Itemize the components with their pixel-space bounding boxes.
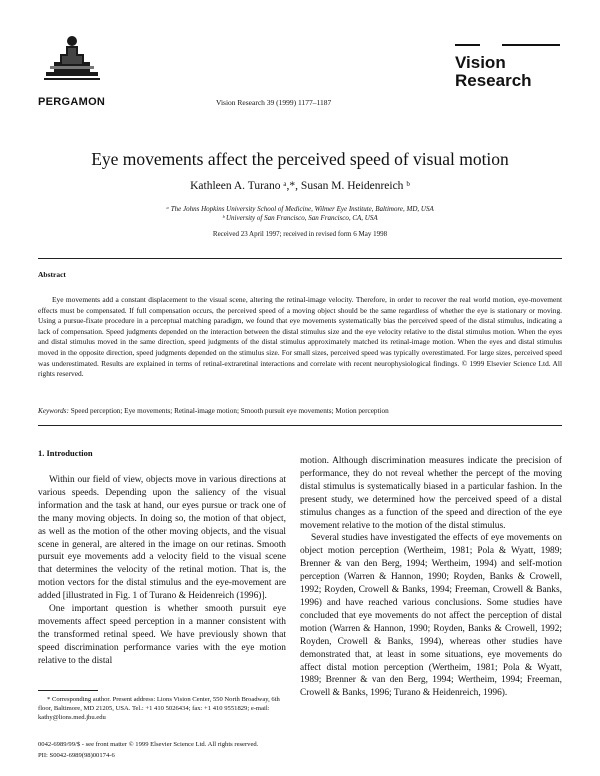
journal-reference: Vision Research 39 (1999) 1177–1187 (216, 98, 332, 107)
left-paragraph-1: Within our field of view, objects move in various directions at various speeds. Depending upon the saliency of the visual information and the task at hand, our eyes pursue or track one of the many moving objects. In doing so, the motion of that object, as well as the motion of the other moving objects, and the visual scene in general, are altered in the image on our retinas. Smooth pursuit eye movements add a velocity field to the visual scene that determines the velocity of the retinal motion. That is, the motion vectors for the distal stimulus and the eye-movement are added [illustrated in Fig. 1 of Turano & Heidenreich (1996)]. (38, 475, 286, 602)
abstract-heading: Abstract (38, 270, 66, 279)
abstract-top-rule (38, 258, 562, 259)
abstract-text: Eye movements add a constant displacement to the visual scene, altering the retinal-image velocity. Therefore, in order to recover the real world motion, eye-movement effects must be compensated. If full compensation occurs, the perceived speed of a moving object should be the same regardless of whether the eye is stationary or moving. Using a pursue-fixate procedure in a perceptual matching paradigm, we found that eye movements systematically bias the perceived speed of the distal stimulus, indicating a lack of compensation. Speed judgments depended on the interaction between the distal stimulus size and the eye velocity relative to the distal stimulus motion. When the eyes and distal stimulus moved in the same direction, speed judgments of the distal stimulus approximately matched its retinal-image motion. When the eyes and distal stimulus moved in the opposite direction, speed judgments depended on the stimulus size. For small sizes, perceived speed was typically overestimated. For large sizes, perceived speed was underestimated. Results are explained in terms of retinal-extraretinal interactions and correlate with recent neurophysiological findings. © 1999 Elsevier Science Ltd. All rights reserved. (38, 295, 562, 379)
journal-title (455, 54, 532, 90)
keywords-label: Keywords: (38, 407, 69, 415)
keywords (38, 407, 562, 415)
article-authors: Kathleen A. Turano ᵃ,*, Susan M. Heidenreich ᵇ (190, 180, 410, 192)
journal-title-rule (455, 44, 560, 46)
corresponding-author-footnote: * Corresponding author. Present address: Lions Vision Center, 550 North Broadway, 6th floor, Baltimore, MD 21205, USA. Tel.: +1 410 5026434; fax: +1 410 9551829; e-mail: kathy@lions.med.jhu.edu (38, 696, 280, 721)
section-heading-introduction: 1. Introduction (38, 448, 93, 458)
keywords-list: Speed perception; Eye movements; Retinal-image motion; Smooth pursuit eye movements; Motion perception (68, 407, 389, 415)
journal-title-rule-gap (480, 43, 502, 47)
affiliation-a: ᵃ The Johns Hopkins University School of Medicine, Wilmer Eye Institute, Baltimore, MD, USA (166, 205, 434, 213)
pii-line: PII: S0042-6989(98)00174-6 (38, 752, 115, 759)
right-paragraph-1: motion. Although discrimination measures indicate the precision of performance, they do not reveal whether the percept of the moving distal stimulus is systematically biased in a particular fashion. In the present study, we determined how the perceived speed of a distal stimulus changes as a function of the speed and direction of the eye movement relative to the motion of the distal stimulus. (300, 456, 562, 531)
pergamon-logo-icon (40, 32, 104, 82)
journal-title-line2: Research (455, 71, 532, 90)
received-dates: Received 23 April 1997; received in revised form 6 May 1998 (212, 230, 388, 238)
left-column (38, 474, 286, 668)
right-column (300, 455, 562, 700)
article-title: Eye movements affect the perceived speed of visual motion (91, 149, 509, 169)
footnote-rule (38, 690, 98, 691)
journal-title-line1: Vision (455, 53, 506, 72)
publisher-name: PERGAMON (38, 96, 106, 108)
copyright-line: 0042-6989/99/$ - see front matter © 1999 Elsevier Science Ltd. All rights reserved. (38, 741, 259, 748)
left-paragraph-2: One important question is whether smooth pursuit eye movements affect speed perception in a manner consistent with the transformed retinal speed. We have previously shown that speed discrimination performance varies with the eye motion relative to the distal (38, 604, 286, 666)
right-paragraph-2: Several studies have investigated the effects of eye movements on object motion perception (Wertheim, 1981; Pola & Wyatt, 1989; Brenner & van den Berg, 1994; Wertheim, 1994) and self-motion perception (Warren & Hannon, 1990; Royden, Banks & Crowell, 1992; Royden, Crowell & Banks, 1994; Freeman, Crowell & Banks, 1996) and have reached various conclusions. Some studies have concluded that eye movements do not affect the perception of distal motion (Warren & Hannon, 1990; Royden, Banks & Crowell, 1992; Royden, Crowell & Banks, 1994), whereas other studies have demonstrated that, at least in some situations, eye movements do affect distal motion perception (Wertheim, 1981; Pola & Wyatt, 1989; Brenner & van den Berg, 1994; Wertheim, 1994; Freeman, Crowell & Banks, 1996; Turano & Heidenreich, 1996). (300, 533, 562, 699)
abstract-bottom-rule (38, 425, 562, 426)
affiliation-b: ᵇ University of San Francisco, San Francisco, CA, USA (222, 214, 378, 222)
